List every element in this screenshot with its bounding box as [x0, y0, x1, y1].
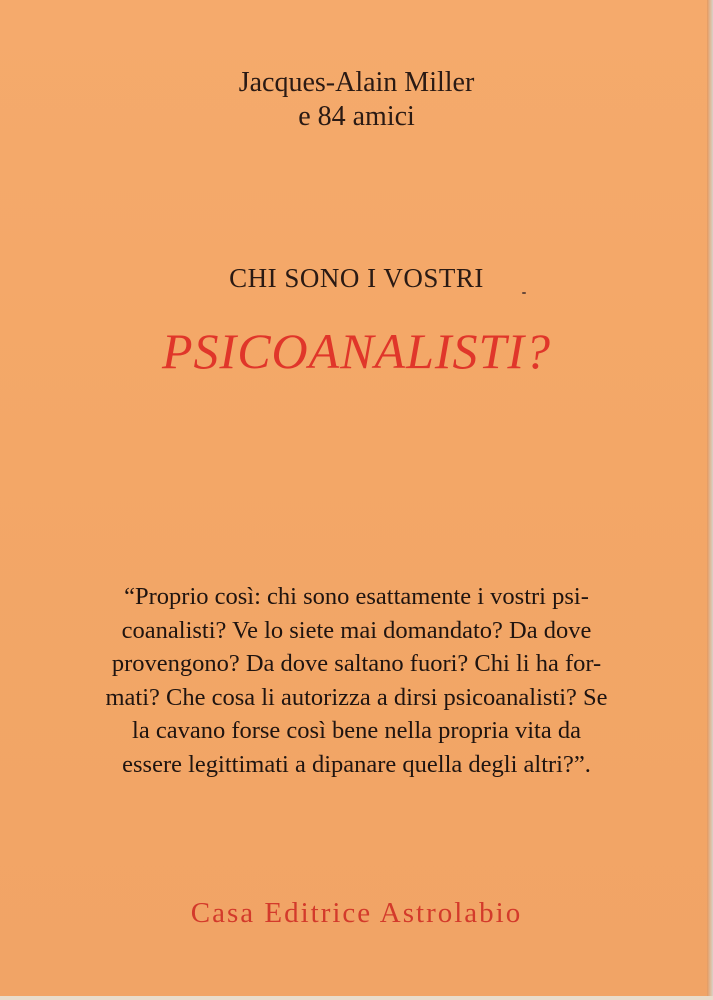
title-line-1: CHI SONO I VOSTRI — [229, 263, 484, 293]
blurb-quote — [0, 580, 713, 781]
quote-line: essere legittimati a dipanare quella degli altri?”. — [122, 750, 591, 778]
quote-line: mati? Che cosa li autorizza a dirsi psicoanalisti? Se — [105, 683, 608, 711]
publisher-name: Casa Editrice Astrolabio — [190, 897, 523, 929]
quote-line: la cavano forse così bene nella propria vita da — [132, 717, 581, 744]
page-edge-right — [707, 0, 713, 1000]
quote-line: provengono? Da dove saltano fuori? Chi li ha for- — [111, 650, 602, 677]
print-speck — [522, 292, 526, 294]
author-coauthors: e 84 amici — [298, 101, 415, 132]
page-edge-bottom — [0, 996, 713, 1000]
title-line-2: PSICOANALISTI? — [162, 323, 551, 379]
quote-line: coanalisti? Ve lo siete mai domandato? Da dove — [121, 616, 592, 644]
author-block — [0, 66, 713, 134]
author-name: Jacques-Alain Miller — [238, 67, 475, 98]
quote-line: “Proprio così: chi sono esattamente i vostri psi- — [124, 583, 589, 610]
